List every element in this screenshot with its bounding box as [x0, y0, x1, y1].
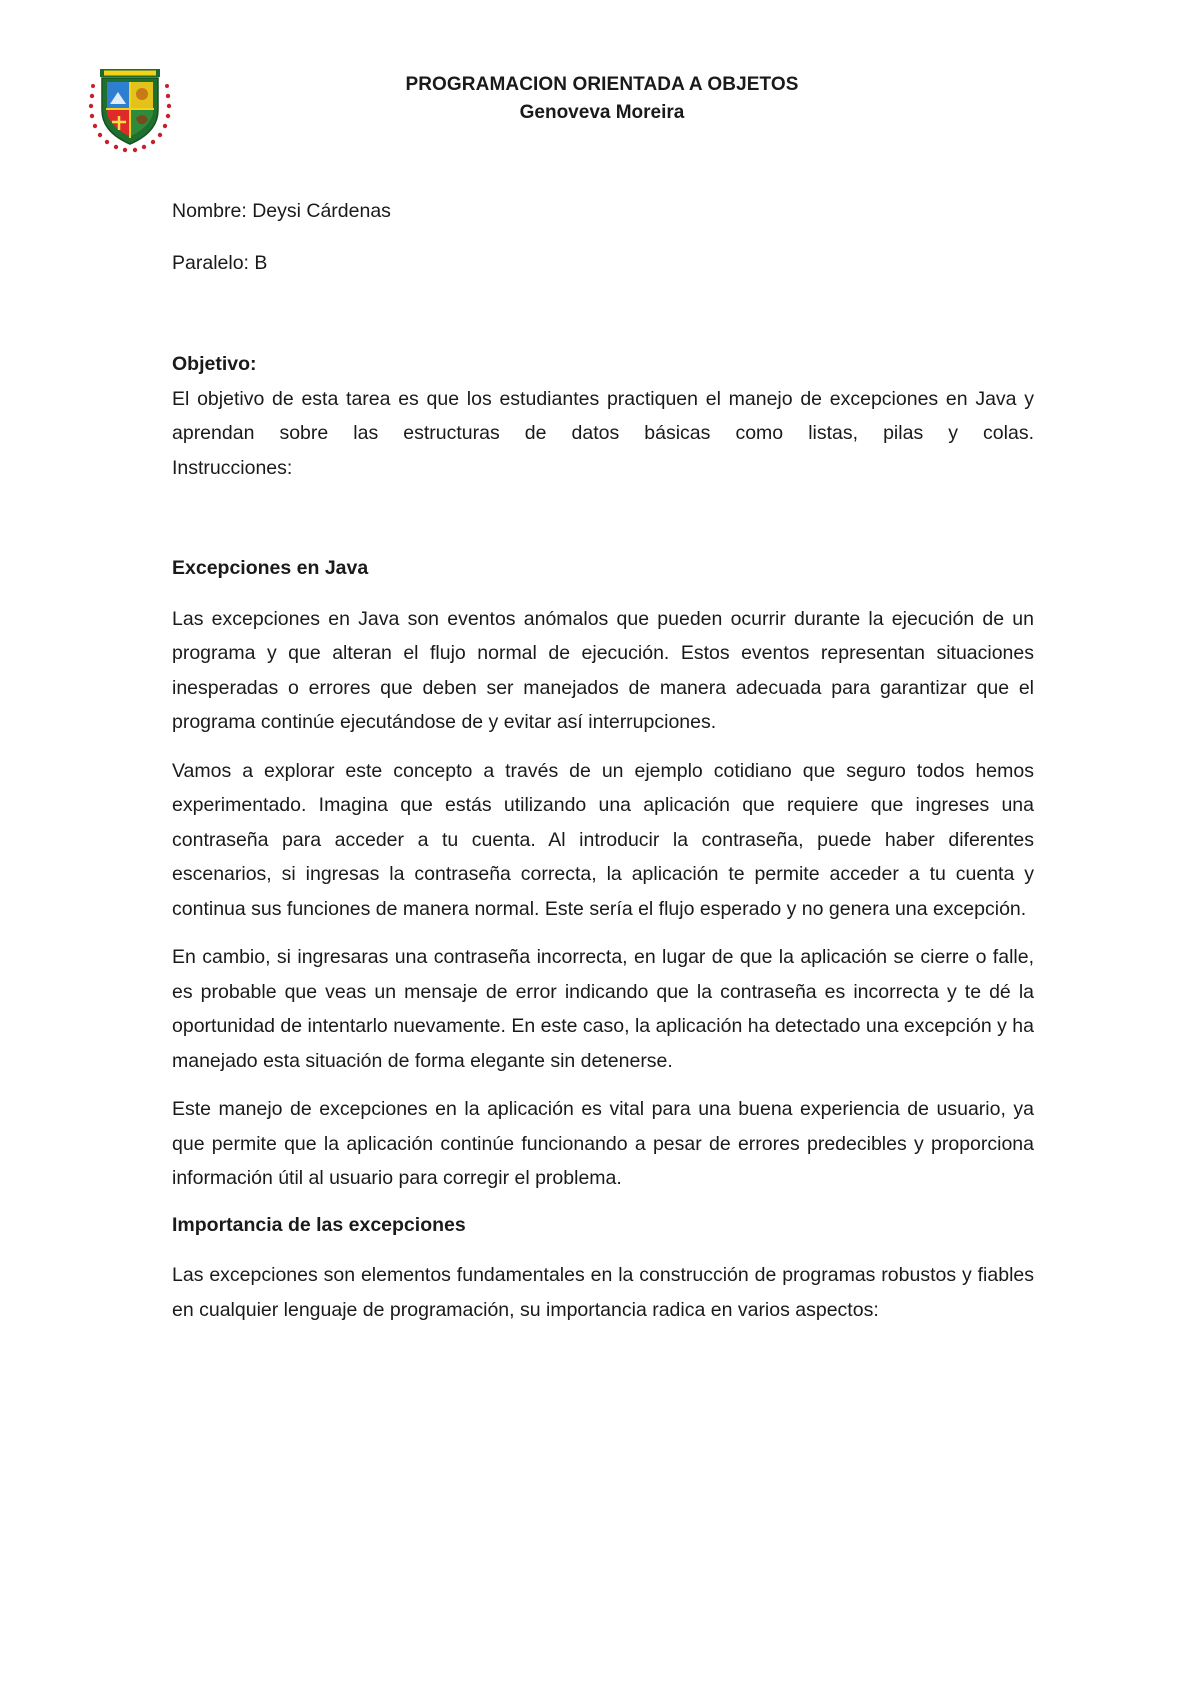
- objetivo-section: [172, 347, 1034, 485]
- importancia-heading: Importancia de las excepciones: [172, 1213, 466, 1236]
- excepciones-paragraph-3: En cambio, si ingresaras una contraseña incorrecta, en lugar de que la aplicación se cierre o falle, es probable que veas un mensaje de error indicando que la contraseña es incorrecta y te dé la oportunidad de intentarlo nuevamente. En este caso, la aplicación ha detectado una excepción y ha manejado esta situación de forma elegante sin detenerse.: [172, 946, 1034, 1072]
- teacher-name: Genoveva Moreira: [519, 102, 685, 123]
- excepciones-paragraph-4: Este manejo de excepciones en la aplicación es vital para una buena experiencia de usuario, ya que permite que la aplicación continúe funcionando a pesar de errores predecibles y proporciona información útil al usuario para corregir el problema.: [172, 1098, 1034, 1189]
- excepciones-paragraph-2: Vamos a explorar este concepto a través de un ejemplo cotidiano que seguro todos hemos experimentado. Imagina que estás utilizando una aplicación que requiere que ingreses una contraseña para acceder a tu cuenta. Al introducir la contraseña, puede haber diferentes escenarios, si ingresas la contraseña correcta, la aplicación te permite acceder a tu cuenta y continua sus funciones de manera normal. Este sería el flujo esperado y no genera una excepción.: [172, 759, 1034, 920]
- importancia-paragraph: Las excepciones son elementos fundamentales en la construcción de programas robustos y fiables en cualquier lenguaje de programación, su importancia radica en varios aspectos:: [172, 1264, 1034, 1321]
- excepciones-paragraphs: [172, 602, 1034, 1196]
- objetivo-heading: Objetivo:: [172, 353, 257, 375]
- course-title: PROGRAMACION ORIENTADA A OBJETOS: [405, 74, 799, 95]
- objetivo-text: El objetivo de esta tarea es que los estudiantes practiquen el manejo de excepciones en Java y aprendan sobre las estructuras de datos básicas como listas, pilas y colas.: [172, 387, 1034, 444]
- document-header: [0, 74, 1200, 124]
- student-paralelo-line: Paralelo: B: [172, 251, 268, 274]
- document-body: [172, 194, 1034, 1327]
- excepciones-heading: Excepciones en Java: [172, 557, 369, 579]
- instrucciones-label: Instrucciones:: [172, 456, 293, 479]
- student-name-line: Nombre: Deysi Cárdenas: [172, 200, 391, 222]
- excepciones-paragraph-1: Las excepciones en Java son eventos anómalos que pueden ocurrir durante la ejecución de un programa y que alteran el flujo normal de ejecución. Estos eventos representan situaciones inesperadas o errores que deben ser manejados de manera adecuada para garantizar que el programa continúe ejecutándose de y evitar así interrupciones.: [172, 607, 1034, 733]
